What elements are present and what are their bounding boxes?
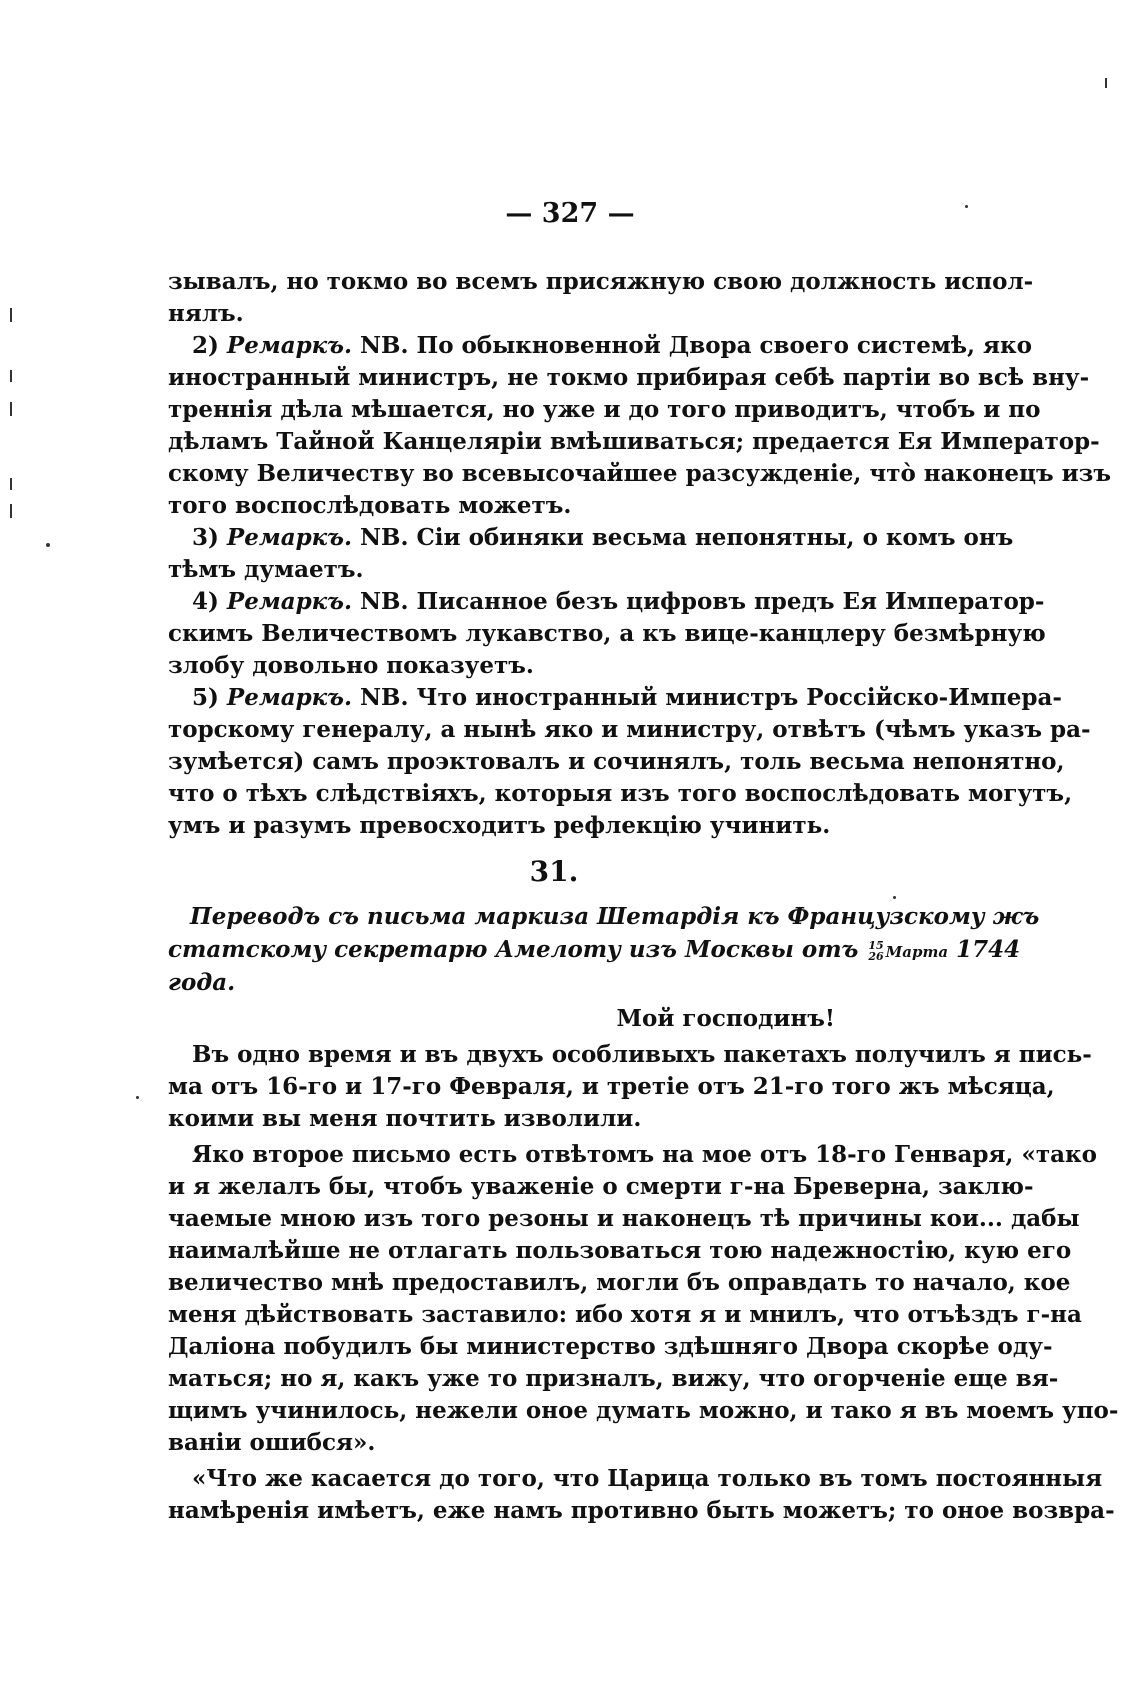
text-line: умъ и разумъ превосходитъ рефлекцію учинить.	[168, 812, 831, 839]
remark-text: NB. Писанное безъ цифровъ предъ Ея Император-	[360, 588, 1045, 615]
remark-4-first-line	[168, 586, 1045, 618]
scan-speck	[10, 478, 12, 490]
text-line: торскому генералу, а нынѣ яко и министру, отвѣтъ (чѣмъ указъ ра-	[168, 716, 1091, 743]
text-line: дѣламъ Тайной Канцеляріи вмѣшиваться; предается Ея Император-	[168, 428, 1100, 455]
text-line: маться; но я, какъ уже то призналъ, вижу, что огорченіе еще вя-	[168, 1365, 1059, 1392]
remark-label: Ремаркъ.	[226, 684, 352, 711]
remark-number: 2)	[192, 332, 219, 359]
scan-speck	[10, 370, 12, 382]
text-line: Даліона побудилъ бы министерство здѣшняго Двора скорѣе оду-	[168, 1333, 1053, 1360]
text-line: зывалъ, но токмо во всемъ присяжную свою должность испол-	[168, 268, 1034, 295]
text-line: скому Величеству во всевысочайшее разсужденіе, чтò наконецъ изъ	[168, 460, 1111, 487]
text-line: ваніи ошибся».	[168, 1429, 376, 1456]
text-block	[168, 266, 1119, 1527]
scan-speck	[1105, 78, 1107, 88]
doc-title-line	[168, 933, 1021, 966]
remark-text: NB. По обыкновенной Двора своего системѣ, яко	[360, 332, 1032, 359]
text-line: Въ одно время и въ двухъ особливыхъ пакетахъ получилъ я пись-	[192, 1041, 1092, 1068]
text-line: треннія дѣла мѣшается, но уже и до того приводитъ, чтобъ и по	[168, 396, 1041, 423]
text-line: что о тѣхъ слѣдствіяхъ, которыя изъ того воспослѣдовать могутъ,	[168, 780, 1073, 807]
remark-label: Ремаркъ.	[226, 588, 352, 615]
text-line: чаемые мною изъ того резоны и наконецъ тѣ причины кои... дабы	[168, 1205, 1080, 1232]
text-line: злобу довольно показуетъ.	[168, 652, 534, 679]
remark-number: 5)	[192, 684, 219, 711]
text-line: зумѣется) самъ проэктовалъ и сочинялъ, толь весьма непонятно,	[168, 748, 1065, 775]
remark-number: 3)	[192, 524, 219, 551]
text-line: наималѣйше не отлагать пользоваться тою надежностію, кую его	[168, 1237, 1072, 1264]
doc-title-line: года.	[168, 969, 236, 996]
remark-2-first-line	[168, 330, 1032, 362]
date-month: Марта	[885, 943, 949, 961]
page-number: — 327 —	[505, 198, 635, 229]
text-line: намѣренія имѣетъ, еже намъ противно быть можетъ; то оное возвра-	[168, 1497, 1115, 1524]
text-line: Яко второе письмо есть отвѣтомъ на мое отъ 18-го Генваря, «тако	[192, 1141, 1097, 1168]
date-day-old-style: 15	[868, 939, 884, 952]
text-line: меня дѣйствовать заставило: ибо хотя я и мнилъ, что отъѣздъ г-на	[168, 1301, 1082, 1328]
remark-text: NB. Что иностранный министръ Россійско-Импера-	[360, 684, 1062, 711]
scan-speck	[10, 402, 12, 416]
doc-title-text: статскому секретарю Амелоту изъ Москвы отъ	[168, 936, 859, 963]
scan-speck	[893, 896, 896, 899]
text-line: щимъ учинилось, нежели оное думать можно, и тако я въ моемъ упо-	[168, 1397, 1119, 1424]
scan-speck	[965, 205, 968, 208]
text-line: «Что же касается до того, что Царица только въ томъ постоянныя	[192, 1465, 1103, 1492]
text-line: ма отъ 16-го и 17-го Февраля, и третіе отъ 21-го того жъ мѣсяца,	[168, 1073, 1055, 1100]
remark-label: Ремаркъ.	[226, 332, 352, 359]
date-fraction	[868, 940, 883, 962]
remark-3-first-line	[168, 522, 1014, 554]
date-year: 1744	[956, 936, 1021, 963]
text-line: скимъ Величествомъ лукавство, а къ вице-канцлеру безмѣрную	[168, 620, 1046, 647]
remark-text: NB. Сіи обиняки весьма непонятны, о комъ онъ	[360, 524, 1014, 551]
remark-number: 4)	[192, 588, 219, 615]
text-line: того воспослѣдовать можетъ.	[168, 492, 572, 519]
text-line: и я желалъ бы, чтобъ уваженіе о смерти г-на Бреверна, заклю-	[168, 1173, 1034, 1200]
scan-speck	[10, 308, 12, 322]
remark-label: Ремаркъ.	[226, 524, 352, 551]
date-day-new-style: 26	[868, 950, 884, 963]
remark-5-first-line	[168, 682, 1062, 714]
text-line: коими вы меня почтить изволили.	[168, 1105, 642, 1132]
scan-speck	[10, 504, 12, 518]
text-line: иностранный министръ, не токмо прибирая себѣ партіи во всѣ вну-	[168, 364, 1090, 391]
scan-speck	[136, 1096, 139, 1099]
doc-title-line: Переводъ съ письма маркиза Шетардія къ Французскому жъ	[190, 903, 1040, 930]
scan-speck	[46, 543, 50, 547]
text-line: величество мнѣ предоставилъ, могли бъ оправдать то начало, кое	[168, 1269, 1071, 1296]
text-line: тѣмъ думаетъ.	[168, 556, 364, 583]
salutation: Мой господинъ!	[616, 1005, 835, 1032]
text-line: нялъ.	[168, 300, 244, 327]
section-number: 31.	[529, 855, 579, 888]
